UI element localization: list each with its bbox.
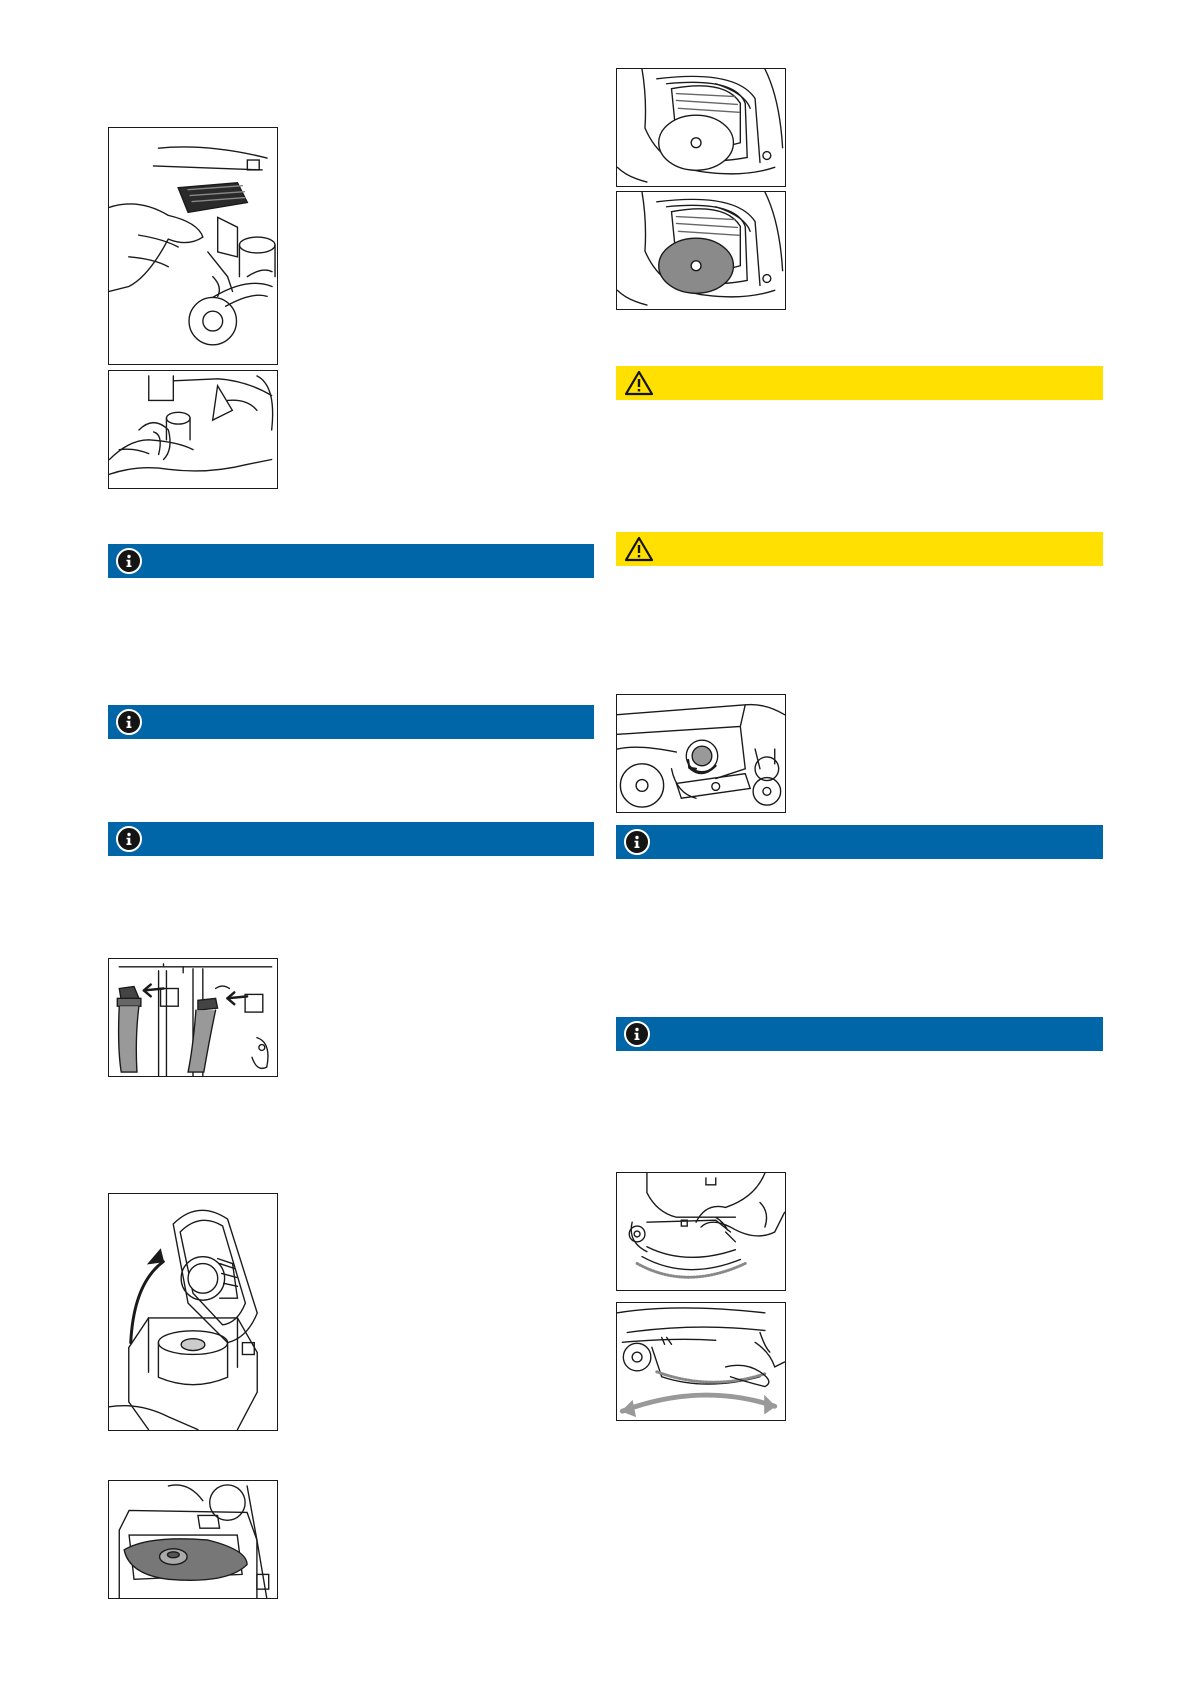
fig-pedal-lever — [108, 127, 278, 365]
info-icon — [624, 1021, 650, 1047]
info-notice-bar — [108, 544, 594, 578]
fig-drain-knob — [616, 694, 786, 813]
warning-triangle-icon — [624, 370, 654, 396]
info-icon — [116, 548, 142, 574]
fig-tank-lid-open — [108, 1193, 278, 1431]
fig-vacuum-motor-cover — [616, 191, 786, 310]
fig-brush-release — [616, 1172, 786, 1291]
fig-brush-fitting — [616, 1302, 786, 1421]
fig-wheel-squeegee — [108, 370, 278, 489]
warning-notice-bar — [616, 366, 1103, 400]
info-notice-bar — [616, 1017, 1103, 1051]
info-notice-bar — [616, 825, 1103, 859]
info-icon — [116, 826, 142, 852]
warning-notice-bar — [616, 532, 1103, 566]
warning-triangle-icon — [624, 536, 654, 562]
info-icon — [116, 709, 142, 735]
fig-vacuum-motor-filter — [616, 68, 786, 187]
info-notice-bar — [108, 822, 594, 856]
info-notice-bar — [108, 705, 594, 739]
fig-tank-filter — [108, 1480, 278, 1599]
fig-hose-connection — [108, 958, 278, 1077]
info-icon — [624, 829, 650, 855]
